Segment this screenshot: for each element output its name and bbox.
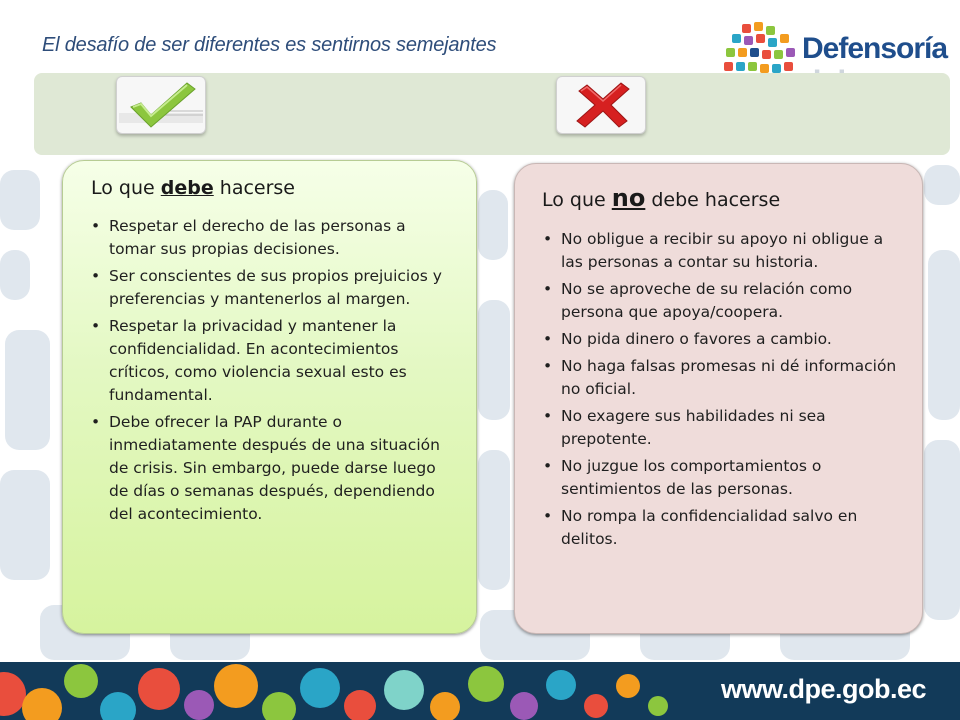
footer-url[interactable]: www.dpe.gob.ec (720, 674, 926, 704)
dont-list (539, 228, 899, 555)
list-item: • No rompa la confidencialidad salvo en delitos. (539, 505, 899, 551)
do-card-title (91, 177, 295, 199)
list-item: • Respetar la privacidad y mantener la confidencialidad. En acontecimientos críticos, como violencia sexual esto es fundamental. (87, 315, 447, 407)
do-title-prefix: Lo que (91, 177, 161, 199)
check-icon (117, 77, 205, 133)
list-item: • No pida dinero o favores a cambio. (539, 328, 899, 351)
footer-dot (214, 664, 258, 708)
footer-dot (138, 668, 180, 710)
footer-dot (430, 692, 460, 720)
footer-dot (648, 696, 668, 716)
cross-icon (557, 77, 645, 133)
footer-dot (344, 690, 376, 720)
list-item: • No obligue a recibir su apoyo ni obligue a las personas a contar su historia. (539, 228, 899, 274)
footer-dot (100, 692, 136, 720)
dont-card (514, 163, 923, 634)
footer-dot (616, 674, 640, 698)
list-item: • No juzgue los comportamientos o sentimientos de las personas. (539, 455, 899, 501)
dont-card-title (542, 184, 780, 212)
list-item: • Debe ofrecer la PAP durante o inmediatamente después de una situación de crisis. Sin embargo, puede darse luego de días o semanas después, dependiendo del acontecimiento. (87, 411, 447, 526)
list-item: • Ser conscientes de sus propios prejuicios y preferencias y mantenerlos al margen. (87, 265, 447, 311)
footer-bar (0, 662, 960, 720)
list-item: • No exagere sus habilidades ni sea prepotente. (539, 405, 899, 451)
list-item: • No se aproveche de su relación como persona que apoya/coopera. (539, 278, 899, 324)
footer-dot (546, 670, 576, 700)
footer-dot (64, 664, 98, 698)
footer-dot (510, 692, 538, 720)
do-card (62, 160, 477, 634)
footer-dot (184, 690, 214, 720)
slogan: El desafío de ser diferentes es sentirnos semejantes (42, 34, 497, 56)
footer-dot (22, 688, 62, 720)
do-title-suffix: hacerse (213, 177, 295, 199)
footer-dot (384, 670, 424, 710)
do-title-emphasis: debe (160, 177, 214, 199)
dont-title-prefix: Lo que (542, 189, 612, 211)
list-item: • Respetar el derecho de las personas a tomar sus propias decisiones. (87, 215, 447, 261)
footer-dot (262, 692, 296, 720)
cross-tile (556, 76, 646, 134)
dont-title-emphasis: no (611, 184, 646, 212)
footer-dot (584, 694, 608, 718)
do-list (87, 215, 447, 530)
list-item: • No haga falsas promesas ni dé información no oficial. (539, 355, 899, 401)
footer-dot (300, 668, 340, 708)
footer-dot (468, 666, 504, 702)
logo-text-defensoria: Defensoría (802, 32, 948, 65)
check-tile (116, 76, 206, 134)
dont-title-suffix: debe hacerse (645, 189, 781, 211)
